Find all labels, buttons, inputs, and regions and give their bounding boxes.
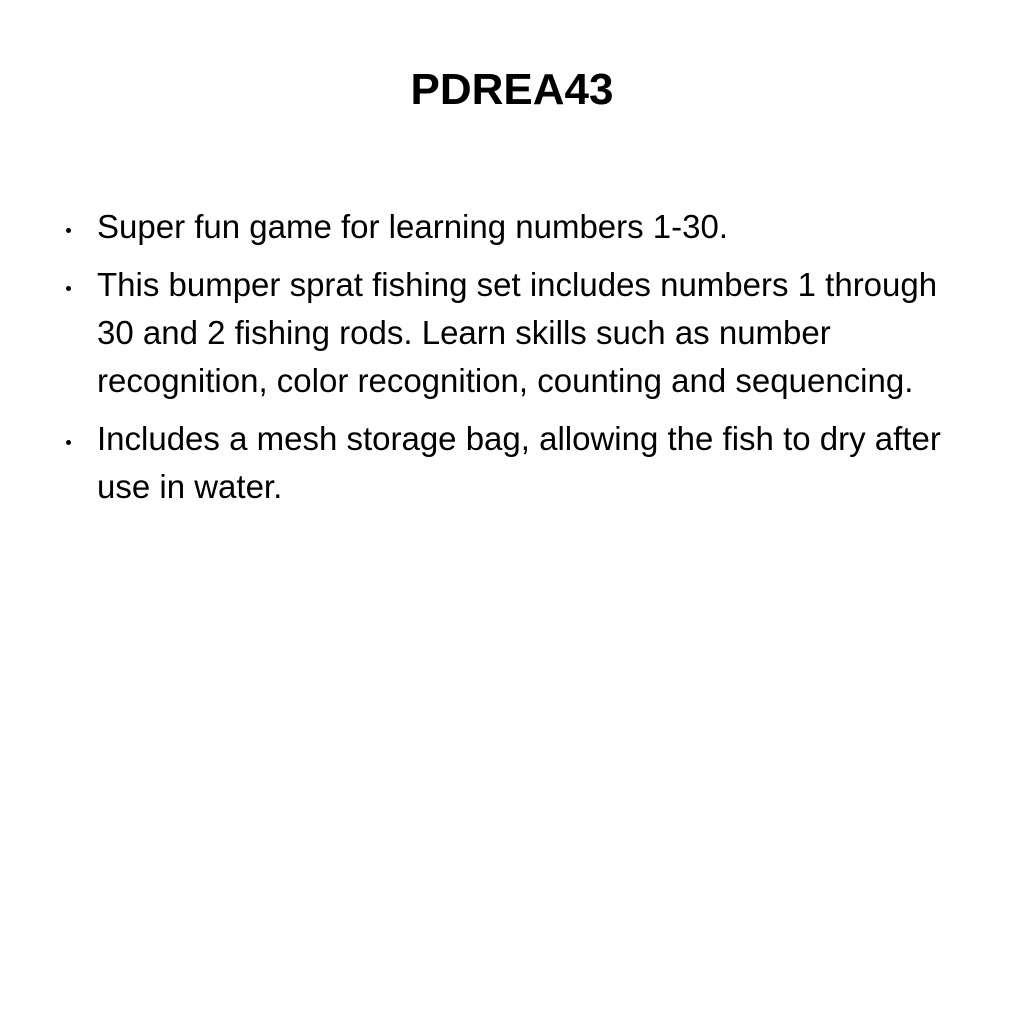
bullet-item — [60, 415, 970, 511]
bullet-dot-icon — [66, 286, 71, 291]
bullet-item — [60, 261, 970, 405]
bullet-item — [60, 203, 970, 251]
bullet-dot-icon — [66, 228, 71, 233]
bullet-list — [60, 203, 970, 521]
bullet-dot-icon — [66, 440, 71, 445]
page-title: PDREA43 — [410, 65, 614, 114]
bullet-text: Super fun game for learning numbers 1-30. — [97, 208, 729, 245]
bullet-text: This bumper sprat fishing set includes numbers 1 through 30 and 2 fishing rods. Learn skills such as number recognition, color recognition, counting and sequencing. — [97, 266, 938, 399]
bullet-text: Includes a mesh storage bag, allowing the fish to dry after use in water. — [97, 420, 941, 505]
